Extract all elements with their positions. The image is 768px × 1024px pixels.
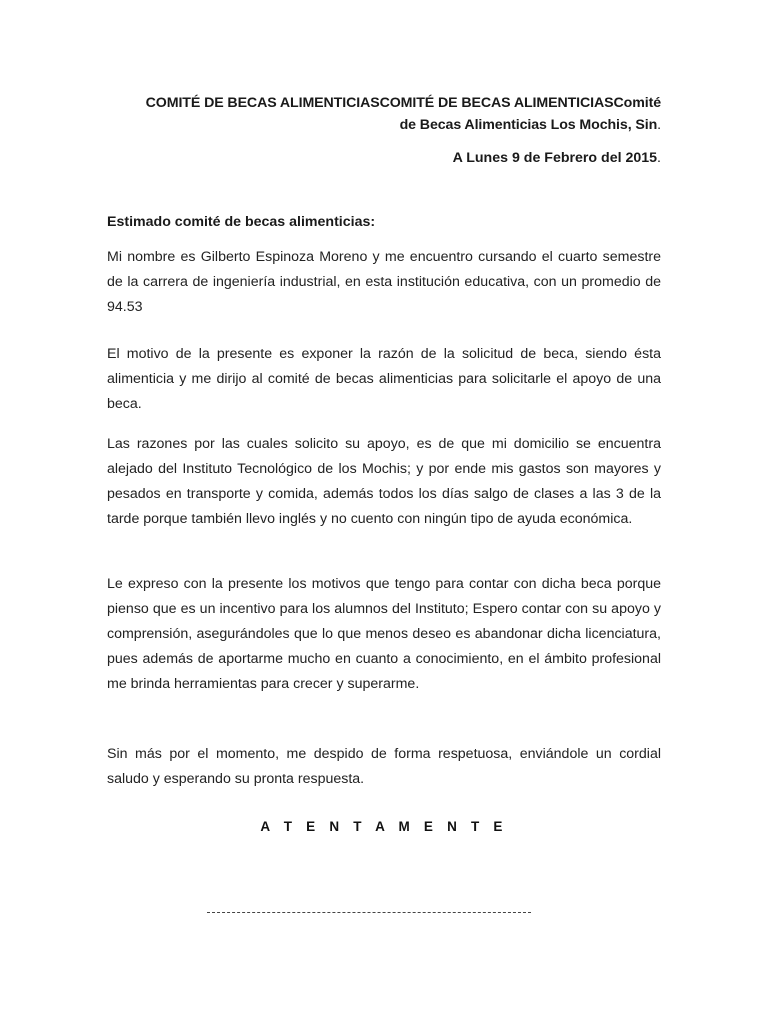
letter-header — [107, 92, 661, 136]
date-text: A Lunes 9 de Febrero del 2015 — [452, 150, 658, 166]
header-line-2-period: . — [657, 117, 661, 133]
header-line-2 — [107, 114, 661, 136]
letter-date — [107, 147, 661, 169]
date-period: . — [657, 150, 661, 166]
paragraph-reasons: Las razones por las cuales solicito su apoyo, es de que mi domicilio se encuentra alejado del Instituto Tecnológico de los Mochis; y por ende mis gastos son mayores y pesados en transporte y comida, además todos los días salgo de clases a las 3 de la tarde porque también llevo inglés y no cuento con ningún tipo de ayuda económica. — [107, 436, 661, 527]
paragraph-farewell: Sin más por el momento, me despido de forma respetuosa, enviándole un cordial saludo y esperando su pronta respuesta. — [107, 746, 661, 787]
salutation: Estimado comité de becas alimenticias: — [107, 214, 376, 230]
paragraph-motive: El motivo de la presente es exponer la razón de la solicitud de beca, siendo ésta alimenticia y me dirijo al comité de becas alimenticias para solicitarle el apoyo de una beca. — [107, 346, 661, 412]
header-line-2-text: de Becas Alimenticias Los Mochis, Sin — [399, 117, 658, 133]
paragraph-introduction: Mi nombre es Gilberto Espinoza Moreno y me encuentro cursando el cuarto semestre de la carrera de ingeniería industrial, en esta institución educativa, con un promedio de 94.53 — [107, 249, 661, 315]
header-line-1: COMITÉ DE BECAS ALIMENTICIASCOMITÉ DE BECAS ALIMENTICIASComité — [145, 95, 661, 111]
closing-atentamente: A T E N T A M E N T E — [260, 819, 508, 834]
signature-line — [207, 912, 531, 913]
paragraph-expression: Le expreso con la presente los motivos que tengo para contar con dicha beca porque pienso que es un incentivo para los alumnos del Instituto; Espero contar con su apoyo y comprensión, asegurándoles que lo que menos deseo es abandonar dicha licenciatura, pues además de aportarme mucho en cuanto a conocimiento, en el ámbito profesional me brinda herramientas para crecer y superarme. — [107, 576, 661, 692]
